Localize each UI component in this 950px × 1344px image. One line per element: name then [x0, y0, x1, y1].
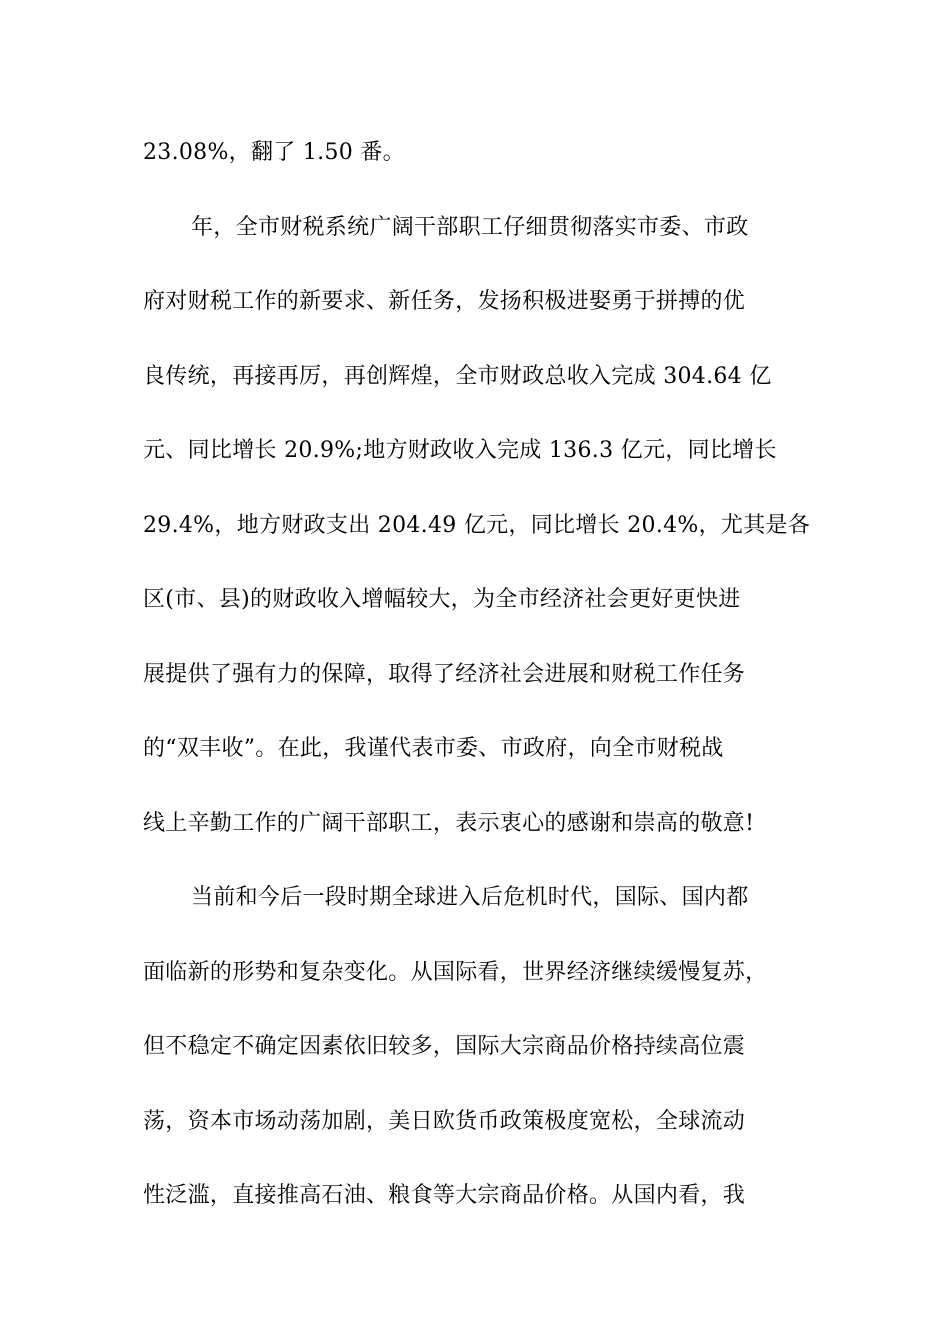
text-line-13: 但不稳定不确定因素依旧较多，国际大宗商品价格持续高位震 — [143, 1034, 746, 1059]
text-line-5: 元、同比增长 20.9%;地方财政收入完成 136.3 亿元，同比增长 — [143, 438, 777, 463]
text-line-1: 23.08%，翻了 1.50 番。 — [143, 140, 405, 165]
text-line-6: 29.4%，地方财政支出 204.49 亿元，同比增长 20.4%，尤其是各 — [143, 513, 811, 538]
text-line-3: 府对财税工作的新要求、新任务，发扬积极进娶勇于拼搏的优 — [143, 289, 746, 314]
text-line-4: 良传统，再接再厉，再创辉煌，全市财政总收入完成 304.64 亿 — [143, 364, 772, 389]
text-line-15: 性泛滥，直接推高石油、粮食等大宗商品价格。从国内看，我 — [143, 1183, 746, 1208]
text-line-2: 年，全市财税系统广阔干部职工仔细贯彻落实市委、市政 — [191, 215, 749, 240]
text-line-12: 面临新的形势和复杂变化。从国际看，世界经济继续缓慢复苏， — [143, 960, 768, 985]
text-line-11: 当前和今后一段时期全球进入后危机时代，国际、国内都 — [191, 885, 749, 910]
text-line-9: 的“双丰收”。在此，我谨代表市委、市政府，向全市财税战 — [143, 736, 724, 761]
text-line-8: 展提供了强有力的保障，取得了经济社会进展和财税工作任务 — [143, 662, 746, 687]
text-line-10: 线上辛勤工作的广阔干部职工，表示衷心的感谢和崇高的敬意! — [143, 811, 755, 836]
text-line-7: 区(市、县)的财政收入增幅较大，为全市经济社会更好更快进 — [143, 587, 741, 612]
text-line-14: 荡，资本市场动荡加剧，美日欧货币政策极度宽松，全球流动 — [143, 1109, 746, 1134]
